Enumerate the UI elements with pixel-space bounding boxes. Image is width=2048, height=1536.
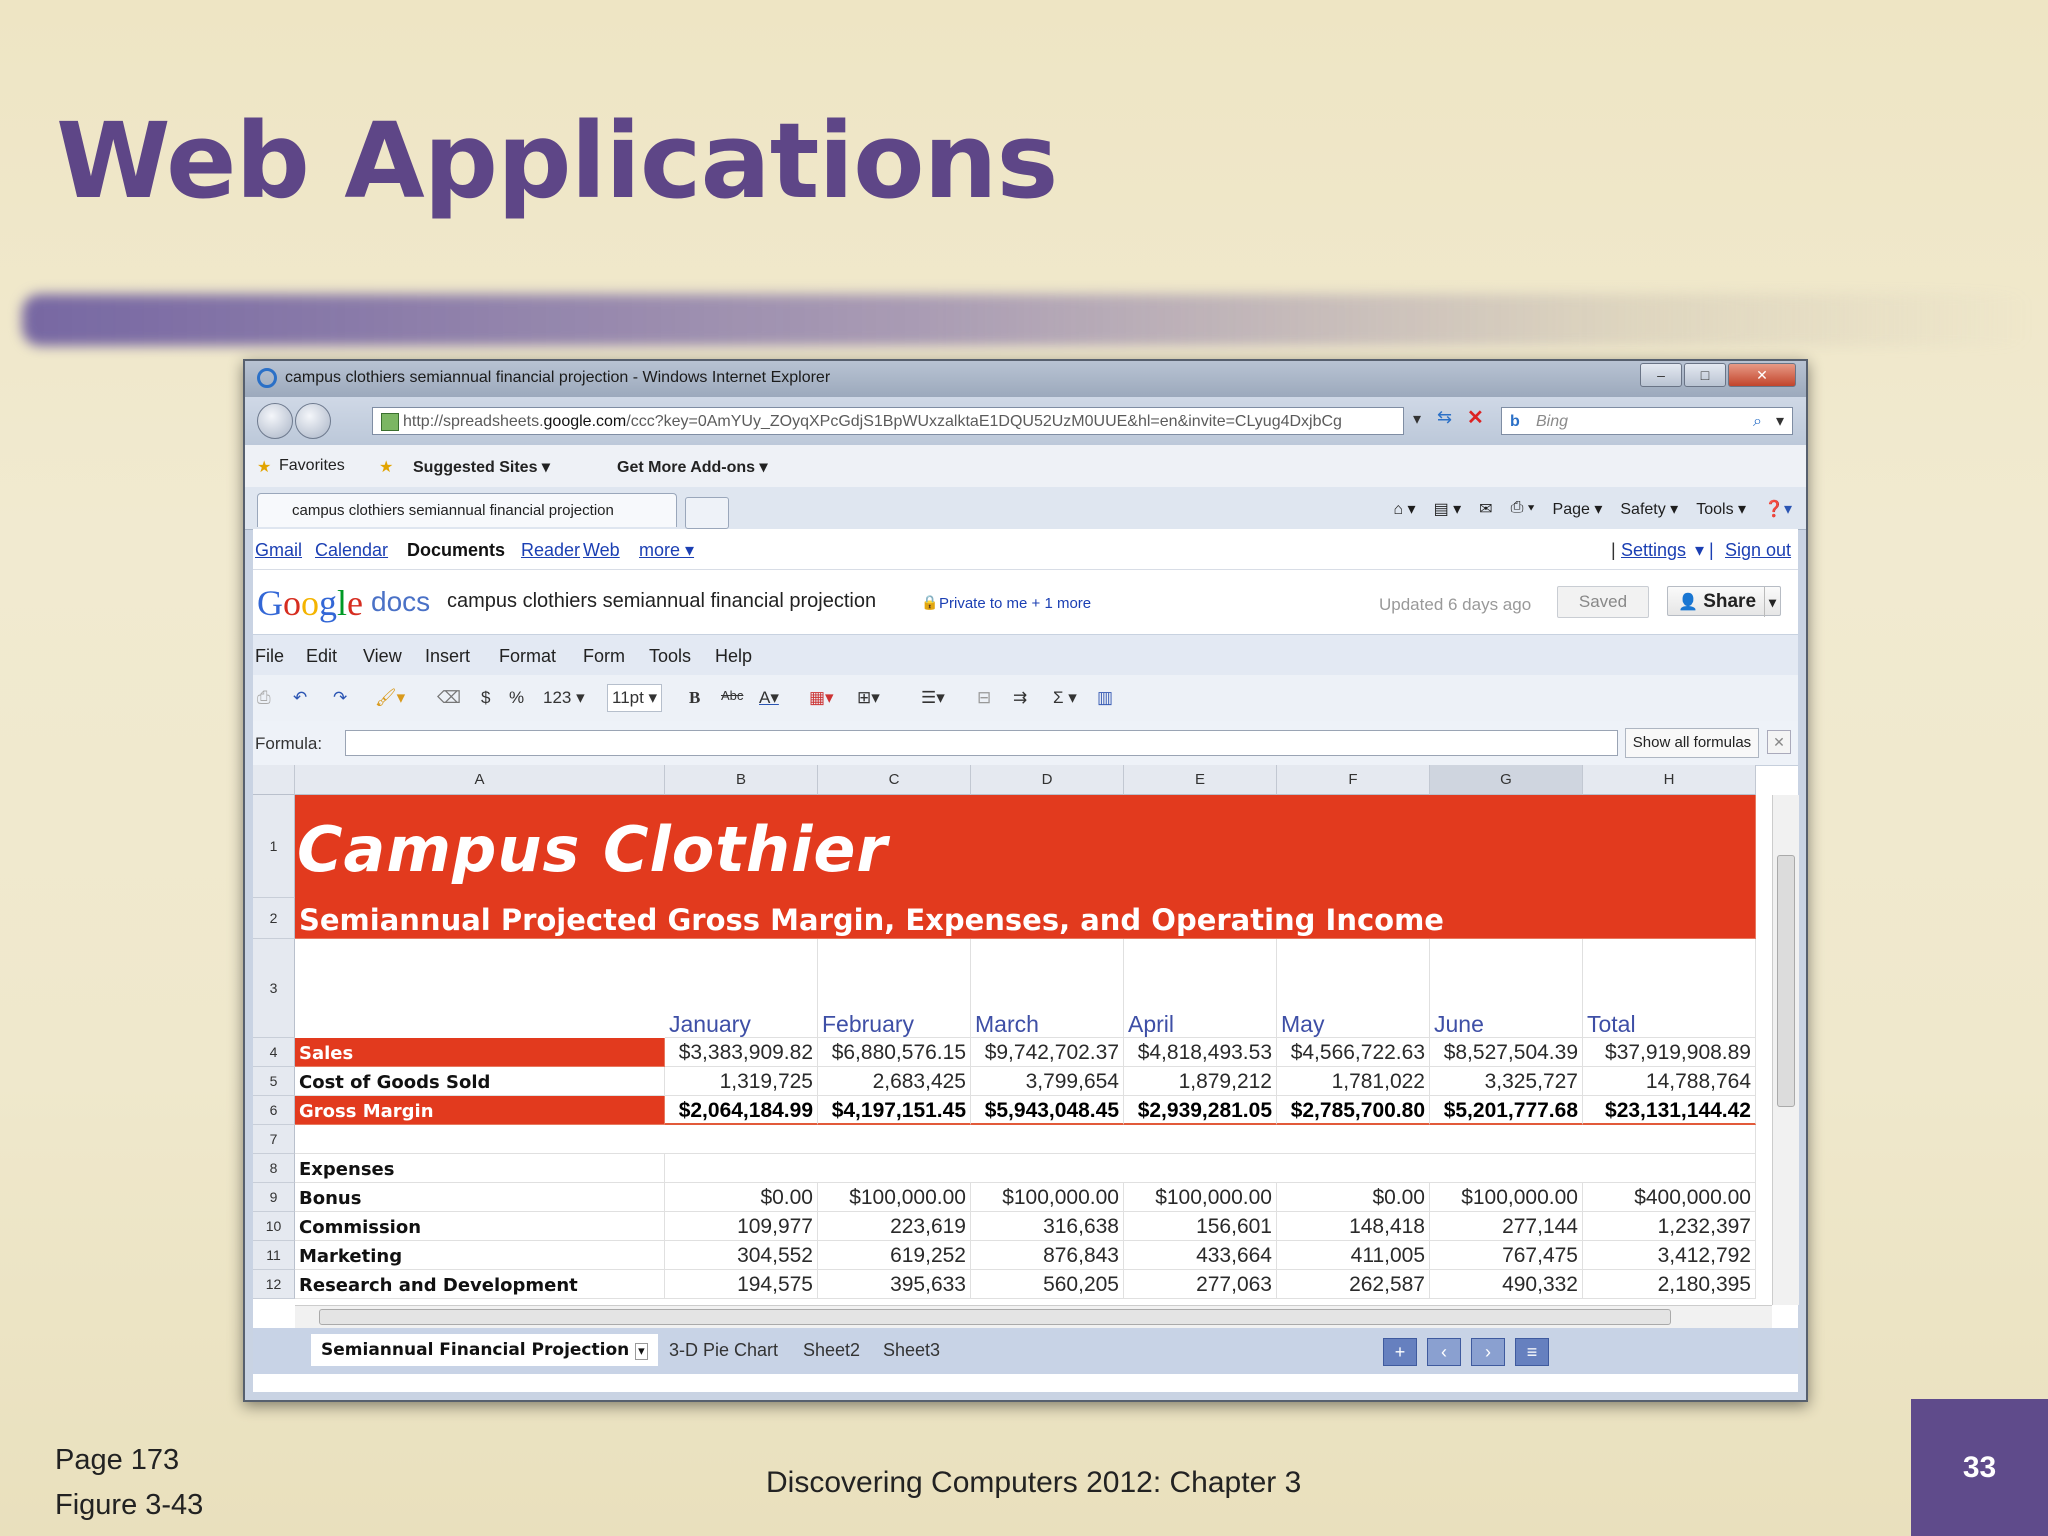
tools-menu[interactable]: Tools ▾ [1696, 501, 1747, 518]
bonus-total-cell[interactable]: $400,000.00 [1583, 1183, 1756, 1212]
rnd-cell[interactable]: 395,633 [818, 1270, 971, 1299]
search-icon[interactable]: ⌕ [1753, 413, 1762, 430]
commission-cell[interactable]: 316,638 [971, 1212, 1124, 1241]
favorites-star-icon: ★ [257, 459, 272, 476]
bonus-cell[interactable]: $0.00 [1277, 1183, 1430, 1212]
sheet-tab-sheet3[interactable]: Sheet3 [883, 1340, 941, 1360]
currency-button[interactable]: $ [481, 688, 491, 707]
safety-menu[interactable]: Safety ▾ [1620, 501, 1679, 518]
prev-sheet-button[interactable]: ‹ [1427, 1338, 1461, 1366]
sales-cell[interactable]: $6,880,576.15 [818, 1038, 971, 1067]
rnd-cell[interactable]: 560,205 [971, 1270, 1124, 1299]
redo-icon[interactable]: ↷ [333, 688, 348, 707]
borders-icon[interactable]: ⊞▾ [857, 688, 880, 707]
cogs-total-cell[interactable]: 14,788,764 [1583, 1067, 1756, 1096]
marketing-cell[interactable]: 876,843 [971, 1241, 1124, 1270]
gross-margin-cell[interactable]: $4,197,151.45 [818, 1096, 971, 1125]
bonus-cell[interactable]: $100,000.00 [818, 1183, 971, 1212]
address-dropdown-icon[interactable]: ▾ [1413, 411, 1422, 428]
bonus-cell[interactable]: $100,000.00 [1124, 1183, 1277, 1212]
sales-total-cell[interactable]: $37,919,908.89 [1583, 1038, 1756, 1067]
gross-margin-cell[interactable]: $2,939,281.05 [1124, 1096, 1277, 1125]
tab-row [245, 487, 1806, 530]
horizontal-scroll-thumb[interactable] [319, 1309, 1671, 1325]
row-header-8[interactable]: 8 [253, 1154, 295, 1183]
insert-chart-icon[interactable]: ▥ [1097, 688, 1114, 707]
refresh-icon[interactable]: ⇆ [1437, 407, 1453, 427]
slide-footer: Discovering Computers 2012: Chapter 3 [766, 1466, 1302, 1499]
browser-window [243, 359, 1808, 1402]
share-dropdown-icon[interactable]: ▾ [1764, 587, 1776, 617]
wrap-text-icon[interactable]: ⇉ [1013, 688, 1028, 707]
formula-bar [253, 721, 1798, 766]
marketing-cell[interactable]: 304,552 [665, 1241, 818, 1270]
bonus-cell[interactable]: $0.00 [665, 1183, 818, 1212]
menu-file[interactable]: File [255, 646, 285, 666]
row-header-1[interactable]: 1 [253, 795, 295, 898]
number-format-dropdown[interactable]: 123 ▾ [543, 688, 585, 707]
header-month-june[interactable]: June [1430, 939, 1583, 1038]
favorites-bar [245, 445, 1806, 488]
sales-cell[interactable]: $3,383,909.82 [665, 1038, 818, 1067]
menu-view[interactable]: View [363, 646, 402, 666]
cogs-cell[interactable]: 3,799,654 [971, 1067, 1124, 1096]
gross-margin-cell[interactable]: $5,943,048.45 [971, 1096, 1124, 1125]
marketing-cell[interactable]: 433,664 [1124, 1241, 1277, 1270]
gbar-link-documents[interactable]: Documents [407, 540, 506, 560]
row-header-6[interactable]: 6 [253, 1096, 295, 1125]
corner-cell[interactable] [253, 765, 295, 795]
vertical-scroll-thumb[interactable] [1777, 855, 1795, 1107]
saved-button[interactable]: Saved [1557, 586, 1649, 618]
bing-logo-icon: b [1510, 413, 1520, 430]
sales-cell[interactable]: $8,527,504.39 [1430, 1038, 1583, 1067]
fill-color-icon[interactable]: ▦▾ [809, 688, 834, 707]
window-title: campus clothiers semiannual financial projection - Windows Internet Explorer [285, 369, 831, 386]
slide-title: Web Applications [56, 100, 1058, 222]
search-dropdown-icon[interactable]: ▾ [1775, 413, 1784, 430]
align-icon[interactable]: ☰▾ [921, 688, 945, 707]
add-sheet-button[interactable]: + [1383, 1338, 1417, 1366]
home-icon[interactable]: ⌂ ▾ [1393, 501, 1416, 518]
menu-insert[interactable]: Insert [425, 646, 471, 666]
gbar-link-more[interactable]: more ▾ [639, 540, 695, 560]
row-header-7[interactable]: 7 [253, 1125, 295, 1154]
rnd-cell[interactable]: 277,063 [1124, 1270, 1277, 1299]
commission-cell[interactable]: 109,977 [665, 1212, 818, 1241]
back-button[interactable] [257, 403, 293, 439]
ie-logo-icon [257, 368, 277, 388]
menu-form[interactable]: Form [583, 646, 625, 666]
empty-row[interactable] [295, 1125, 1756, 1154]
sheet-title: Campus Clothier [297, 813, 888, 886]
sum-button[interactable]: Σ ▾ [1053, 688, 1077, 707]
show-all-formulas-button[interactable]: Show all formulas [1625, 728, 1759, 758]
column-header-h[interactable]: H [1583, 765, 1756, 795]
label-cost-of-goods-sold[interactable]: Cost of Goods Sold [295, 1067, 665, 1096]
gross-margin-cell[interactable]: $2,064,184.99 [665, 1096, 818, 1125]
gbar-link-web[interactable]: Web [583, 540, 620, 560]
browser-tab[interactable] [257, 493, 677, 527]
google-bar [253, 529, 1798, 570]
sheet-tab-label: Semiannual Financial Projection [321, 1340, 630, 1360]
print-sheet-icon[interactable]: ⎙ [257, 688, 271, 707]
share-label: Share [1703, 591, 1757, 612]
close-formula-icon[interactable]: ✕ [1767, 730, 1791, 754]
google-logo[interactable]: Google [257, 583, 363, 623]
bonus-cell[interactable]: $100,000.00 [971, 1183, 1124, 1212]
row-header-12[interactable]: 12 [253, 1270, 295, 1299]
header-total[interactable]: Total [1583, 939, 1756, 1038]
sheet-list-button[interactable]: ≡ [1515, 1338, 1549, 1366]
rnd-cell[interactable]: 194,575 [665, 1270, 818, 1299]
column-header-c[interactable]: C [818, 765, 971, 795]
paint-format-icon[interactable]: 🖌▾ [375, 688, 406, 707]
marketing-cell[interactable]: 767,475 [1430, 1241, 1583, 1270]
rnd-cell[interactable]: 262,587 [1277, 1270, 1430, 1299]
sales-cell[interactable]: $4,566,722.63 [1277, 1038, 1430, 1067]
header-month-march[interactable]: March [971, 939, 1124, 1038]
header-month-january[interactable]: January [665, 939, 818, 1038]
column-header-d[interactable]: D [971, 765, 1124, 795]
address-row [245, 397, 1806, 445]
gross-margin-total-cell[interactable]: $23,131,144.42 [1583, 1096, 1756, 1125]
row-header-10[interactable]: 10 [253, 1212, 295, 1241]
page-reference: Page 173 [55, 1444, 180, 1476]
add-favorites-icon[interactable]: ★ [379, 459, 394, 476]
cogs-cell[interactable]: 1,879,212 [1124, 1067, 1277, 1096]
forward-button[interactable] [295, 403, 331, 439]
header-month-february[interactable]: February [818, 939, 971, 1038]
lock-icon: 🔒 [921, 594, 939, 610]
menu-format[interactable]: Format [499, 646, 557, 666]
search-placeholder: Bing [1536, 413, 1569, 430]
new-tab-button[interactable] [685, 497, 729, 529]
sharing-status-link[interactable]: Private to me + 1 more [939, 595, 1092, 612]
label-marketing[interactable]: Marketing [295, 1241, 665, 1270]
column-header-g[interactable]: G [1430, 765, 1583, 795]
header-month-may[interactable]: May [1277, 939, 1430, 1038]
bonus-cell[interactable]: $100,000.00 [1430, 1183, 1583, 1212]
gbar-separator: | [1611, 540, 1616, 560]
label-sales[interactable]: Sales [295, 1038, 665, 1067]
horizontal-scrollbar[interactable] [295, 1305, 1772, 1328]
row-header-11[interactable]: 11 [253, 1241, 295, 1270]
column-header-f[interactable]: F [1277, 765, 1430, 795]
window-titlebar [245, 361, 1806, 397]
formula-input[interactable] [345, 730, 1618, 756]
strikethrough-button[interactable]: Abc [721, 688, 744, 703]
figure-reference: Figure 3-43 [55, 1489, 204, 1521]
url-domain: google.com [543, 413, 627, 430]
label-research-and-development[interactable]: Research and Development [295, 1270, 665, 1299]
bold-button[interactable]: B [689, 688, 701, 707]
last-updated-text: Updated 6 days ago [1379, 595, 1532, 614]
docs-wordmark: docs [371, 586, 431, 617]
slide-number: 33 [1911, 1399, 2048, 1536]
gbar-link-calendar[interactable]: Calendar [315, 540, 389, 560]
next-sheet-button[interactable]: › [1471, 1338, 1505, 1366]
percent-button[interactable]: % [509, 688, 525, 707]
document-title[interactable]: campus clothiers semiannual financial projection [447, 590, 877, 612]
rnd-total-cell[interactable]: 2,180,395 [1583, 1270, 1756, 1299]
marketing-cell[interactable]: 619,252 [818, 1241, 971, 1270]
commission-total-cell[interactable]: 1,232,397 [1583, 1212, 1756, 1241]
page-icon [381, 413, 399, 431]
row-header-9[interactable]: 9 [253, 1183, 295, 1212]
page-content [253, 529, 1798, 1392]
label-expenses[interactable]: Expenses [295, 1154, 665, 1183]
merge-cells-icon[interactable]: ⊟ [977, 688, 992, 707]
stop-icon[interactable]: ✕ [1467, 407, 1484, 429]
gross-margin-cell[interactable]: $5,201,777.68 [1430, 1096, 1583, 1125]
header-month-april[interactable]: April [1124, 939, 1277, 1038]
row-header-4[interactable]: 4 [253, 1038, 295, 1067]
sheet-subtitle: Semiannual Projected Gross Margin, Expenses, and Operating Income [299, 903, 1444, 937]
cogs-cell[interactable]: 2,683,425 [818, 1067, 971, 1096]
gross-margin-cell[interactable]: $2,785,700.80 [1277, 1096, 1430, 1125]
font-size-dropdown[interactable]: 11pt ▾ [607, 684, 662, 712]
commission-cell[interactable]: 277,144 [1430, 1212, 1583, 1241]
column-header-a[interactable]: A [295, 765, 665, 795]
sheet-tab-sheet2[interactable]: Sheet2 [803, 1340, 861, 1360]
formula-label: Formula: [255, 734, 323, 753]
sales-cell[interactable]: $4,818,493.53 [1124, 1038, 1277, 1067]
empty-cells[interactable] [665, 1154, 1756, 1183]
row-header-5[interactable]: 5 [253, 1067, 295, 1096]
gbar-link-gmail[interactable]: Gmail [255, 540, 303, 560]
docs-header [253, 570, 1798, 635]
clear-format-icon[interactable]: ⌫ [437, 688, 462, 707]
sheet-tab-semiannual[interactable] [311, 1334, 658, 1366]
maximize-button[interactable]: □ [1684, 363, 1726, 387]
sheet-tab-dropdown-icon[interactable]: ▾ [635, 1343, 648, 1360]
commission-cell[interactable]: 148,418 [1277, 1212, 1430, 1241]
url-path: /ccc?key=0AmYUy_ZOyqXPcGdjS1BpWUxzalktaE1DQU52UzM0UUE&hl=en&invite=CLyug4DxjbCg [626, 413, 1342, 430]
menu-tools[interactable]: Tools [649, 646, 692, 666]
minimize-button[interactable]: – [1640, 363, 1682, 387]
share-person-icon: 👤 [1678, 594, 1698, 611]
commission-cell[interactable]: 223,619 [818, 1212, 971, 1241]
share-button[interactable] [1667, 586, 1781, 616]
sheet-tab-bar [253, 1328, 1798, 1374]
row-header-3[interactable]: 3 [253, 939, 295, 1038]
page-menu[interactable]: Page ▾ [1552, 501, 1603, 518]
menu-bar [253, 635, 1798, 675]
vertical-scrollbar[interactable] [1772, 795, 1799, 1305]
rnd-cell[interactable]: 490,332 [1430, 1270, 1583, 1299]
browser-tab-title: campus clothiers semiannual financial projection [292, 502, 614, 519]
cogs-cell[interactable]: 3,325,727 [1430, 1067, 1583, 1096]
title-banner[interactable] [295, 795, 1756, 939]
marketing-total-cell[interactable]: 3,412,792 [1583, 1241, 1756, 1270]
row-header-2[interactable]: 2 [253, 898, 295, 939]
menu-edit[interactable]: Edit [306, 646, 338, 666]
cogs-cell[interactable]: 1,781,022 [1277, 1067, 1430, 1096]
address-bar[interactable] [372, 407, 1404, 435]
column-header-b[interactable]: B [665, 765, 818, 795]
label-commission[interactable]: Commission [295, 1212, 665, 1241]
menu-help[interactable]: Help [715, 646, 753, 666]
label-gross-margin[interactable]: Gross Margin [295, 1096, 665, 1125]
url-prefix: http://spreadsheets. [403, 413, 544, 430]
settings-dropdown-icon[interactable]: ▾ | [1695, 540, 1714, 560]
get-addons-link[interactable]: Get More Add-ons ▾ [617, 459, 768, 476]
settings-link[interactable]: Settings [1621, 540, 1687, 560]
cogs-cell[interactable]: 1,319,725 [665, 1067, 818, 1096]
search-input[interactable] [1501, 407, 1793, 435]
mail-icon[interactable]: ✉ [1479, 501, 1493, 518]
close-window-button[interactable]: ✕ [1728, 363, 1796, 387]
feeds-icon[interactable]: ▤ ▾ [1433, 501, 1462, 518]
signout-link[interactable]: Sign out [1725, 540, 1792, 560]
column-header-e[interactable]: E [1124, 765, 1277, 795]
suggested-sites-link[interactable]: Suggested Sites ▾ [413, 459, 550, 476]
label-bonus[interactable]: Bonus [295, 1183, 665, 1212]
undo-icon[interactable]: ↶ [293, 688, 308, 707]
sales-cell[interactable]: $9,742,702.37 [971, 1038, 1124, 1067]
gbar-link-reader[interactable]: Reader [521, 540, 581, 560]
formatting-toolbar [253, 675, 1798, 722]
favorites-button[interactable]: Favorites [279, 457, 345, 474]
marketing-cell[interactable]: 411,005 [1277, 1241, 1430, 1270]
print-icon[interactable]: ⎙ ▾ [1510, 499, 1535, 516]
title-underline-band [22, 294, 2032, 346]
sheet-tab-pie-chart[interactable]: 3-D Pie Chart [669, 1340, 779, 1360]
text-color-icon[interactable]: A▾ [759, 688, 779, 707]
commission-cell[interactable]: 156,601 [1124, 1212, 1277, 1241]
help-icon[interactable]: ❓▾ [1764, 501, 1792, 518]
